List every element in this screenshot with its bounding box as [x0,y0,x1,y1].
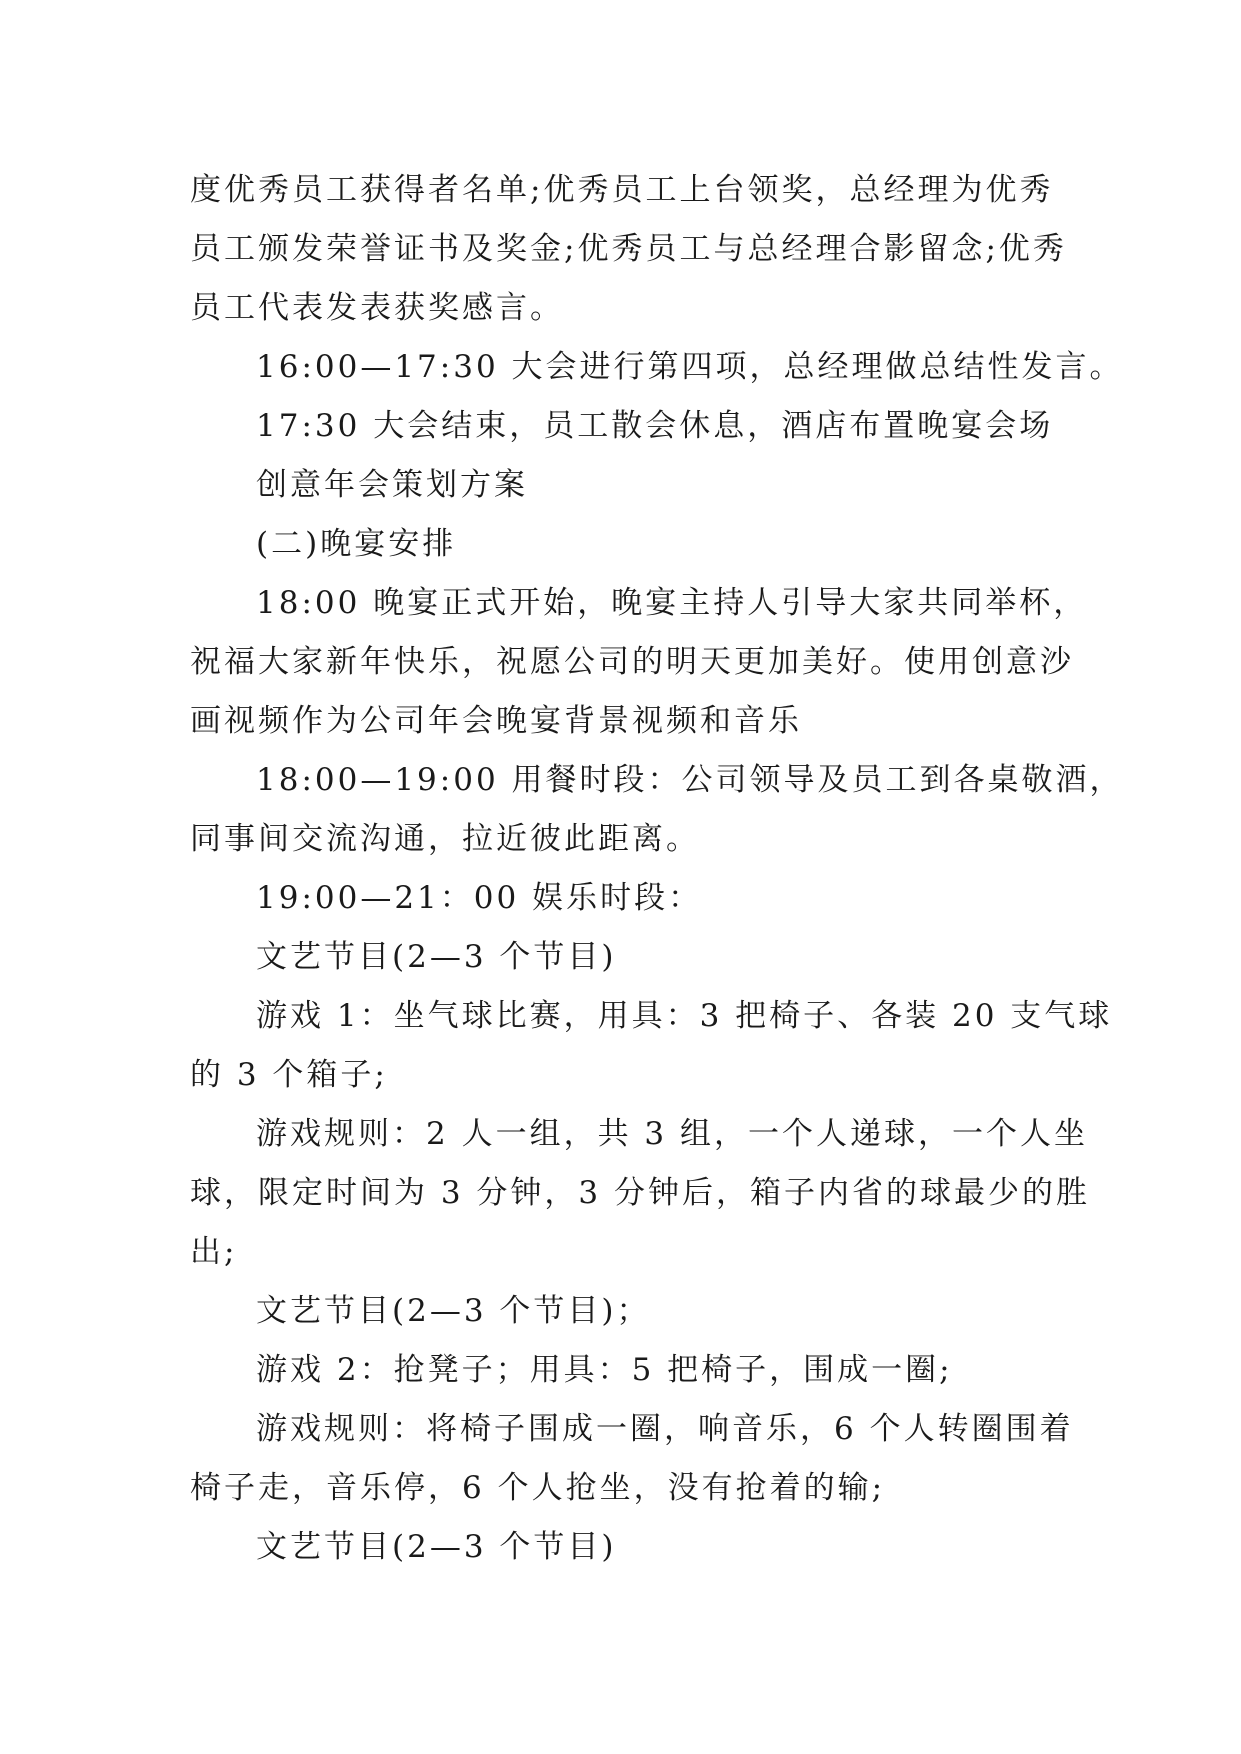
section-heading: (二)晚宴安排 [256,526,457,562]
text-line: 游戏规则：将椅子围成一圈，响音乐，6 个人转圈围着 [256,1411,1074,1447]
text-line: 18:00 晚宴正式开始，晚宴主持人引导大家共同举杯， [256,585,1088,621]
text-line: 创意年会策划方案 [256,467,528,503]
document-body [190,161,1124,1577]
text-line: 17:30 大会结束，员工散会休息，酒店布置晚宴会场 [256,408,1054,444]
text-line: 画视频作为公司年会晚宴背景视频和音乐 [190,703,802,739]
text-line: 游戏 2：抢凳子；用具：5 把椅子，围成一圈; [256,1352,953,1388]
text-line: 文艺节目(2—3 个节目) [256,939,617,975]
text-line: 19:00—21：00 娱乐时段： [256,880,703,916]
text-line: 文艺节目(2—3 个节目)； [256,1293,651,1329]
text-line: 文艺节目(2—3 个节目) [256,1529,617,1565]
text-line: 18:00—19:00 用餐时段：公司领导及员工到各桌敬酒， [256,762,1124,798]
text-line: 椅子走，音乐停，6 个人抢坐，没有抢着的输; [190,1470,886,1506]
text-line: 出; [190,1234,238,1270]
text-line: 同事间交流沟通，拉近彼此距离。 [190,821,700,857]
text-line: 游戏 1：坐气球比赛，用具：3 把椅子、各装 20 支气球 [256,998,1113,1034]
text-line: 16:00—17:30 大会进行第四项，总经理做总结性发言。 [256,349,1124,385]
text-line: 球，限定时间为 3 分钟，3 分钟后，箱子内省的球最少的胜 [190,1175,1091,1211]
text-line: 祝福大家新年快乐，祝愿公司的明天更加美好。使用创意沙 [190,644,1074,680]
text-line: 游戏规则：2 人一组，共 3 组，一个人递球，一个人坐 [256,1116,1089,1152]
text-line: 的 3 个箱子; [190,1057,388,1093]
text-line: 员工代表发表获奖感言。 [190,290,564,326]
text-line: 度优秀员工获得者名单;优秀员工上台领奖，总经理为优秀 [190,172,1054,208]
text-line: 员工颁发荣誉证书及奖金;优秀员工与总经理合影留念;优秀 [190,231,1067,267]
